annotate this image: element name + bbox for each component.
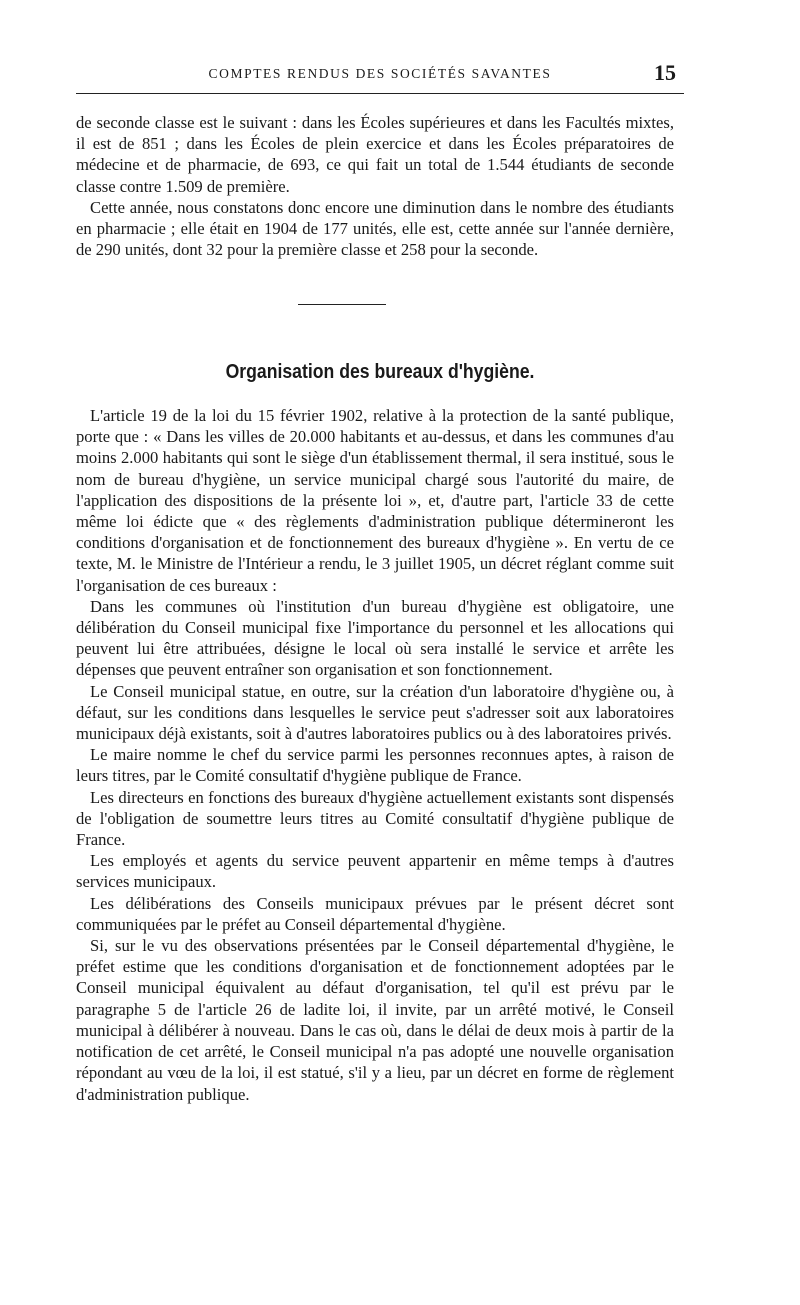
running-head	[76, 62, 684, 88]
header-rule	[76, 93, 684, 94]
intro-text	[76, 112, 674, 260]
section-title: Organisation des bureaux d'hygiène.	[225, 360, 535, 383]
paragraph: Le Conseil municipal statue, en outre, sur la création d'un laboratoire d'hygiène ou, à défaut, sur les conditions dans lesquelles le service peut s'adresser soit aux laboratoires municipaux déjà existants, soit à d'autres laboratoires publics ou à des laboratoires privés.	[76, 681, 674, 744]
paragraph: de seconde classe est le suivant : dans les Écoles supérieures et dans les Facultés mixtes, il est de 851 ; dans les Écoles de plein exercice et dans les Écoles préparatoires de médecine et de pharmacie, de 693, ce qui fait un total de 1.544 étudiants de seconde classe contre 1.509 de première.	[76, 113, 674, 196]
paragraph: Les employés et agents du service peuvent appartenir en même temps à d'autres services municipaux.	[76, 851, 674, 892]
paragraph: Les directeurs en fonctions des bureaux d'hygiène actuellement existants sont dispensés de l'obligation de soumettre leurs titres au Comité consultatif d'hygiène publique de France.	[76, 787, 674, 850]
paragraph: Les délibérations des Conseils municipaux prévues par le présent décret sont communiquées par le préfet au Conseil départemental d'hygiène.	[76, 893, 674, 934]
paragraph: Si, sur le vu des observations présentées par le Conseil départemental d'hygiène, le préfet estime que les conditions d'organisation et de fonctionnement adoptées par le Conseil municipal équivalent au défaut d'organisation, tel qu'il est prévu par le paragraphe 5 de l'article 26 de ladite loi, il invite, par un arrêté motivé, le Conseil municipal à délibérer à nouveau. Dans le cas où, dans le délai de deux mois à partir de la notification de cet arrêté, le Conseil municipal n'a pas adopté une nouvelle organisation répondant au vœu de la loi, il est statué, s'il y a lieu, par un décret en forme de règlement d'administration publique.	[76, 936, 674, 1104]
paragraph: Le maire nomme le chef du service parmi les personnes reconnues aptes, à raison de leurs titres, par le Comité consultatif d'hygiène publique de France.	[76, 745, 674, 786]
section-body	[76, 405, 674, 1105]
page-number: 15	[654, 60, 676, 85]
running-title: COMPTES RENDUS DES SOCIÉTÉS SAVANTES	[208, 66, 552, 81]
paragraph: Dans les communes où l'institution d'un bureau d'hygiène est obligatoire, une délibération du Conseil municipal fixe l'importance du personnel et les allocations qui peuvent lui être attribuées, désigne le local où sera installé le service et arrête les dépenses que peuvent entraîner son organisation et son fonctionnement.	[76, 596, 674, 680]
paragraph: L'article 19 de la loi du 15 février 1902, relative à la protection de la santé publique, porte que : « Dans les villes de 20.000 habitants et au-dessus, et dans les communes d'au moins 2.000 habitants qui sont le siège d'un établissement thermal, il sera institué, sous le nom de bureau d'hygiène, un service municipal chargé sous l'autorité du maire, de l'application des dispositions de la présente loi », et, d'autre part, l'article 33 de cette même loi édicte que « des règlements d'administration publique détermineront les conditions d'organisation et de fonctionnement des bureaux d'hygiène ». En vertu de ce texte, M. le Ministre de l'Intérieur a rendu, le 3 juillet 1905, un décret réglant comme suit l'organisation de ces bureaux :	[76, 406, 674, 595]
section-separator-rule	[298, 304, 386, 305]
paragraph: Cette année, nous constatons donc encore une diminution dans le nombre des étudiants en pharmacie ; elle était en 1904 de 177 unités, elle est, cette année sur l'année dernière, de 290 unités, dont 32 pour la première classe et 258 pour la seconde.	[76, 197, 674, 260]
